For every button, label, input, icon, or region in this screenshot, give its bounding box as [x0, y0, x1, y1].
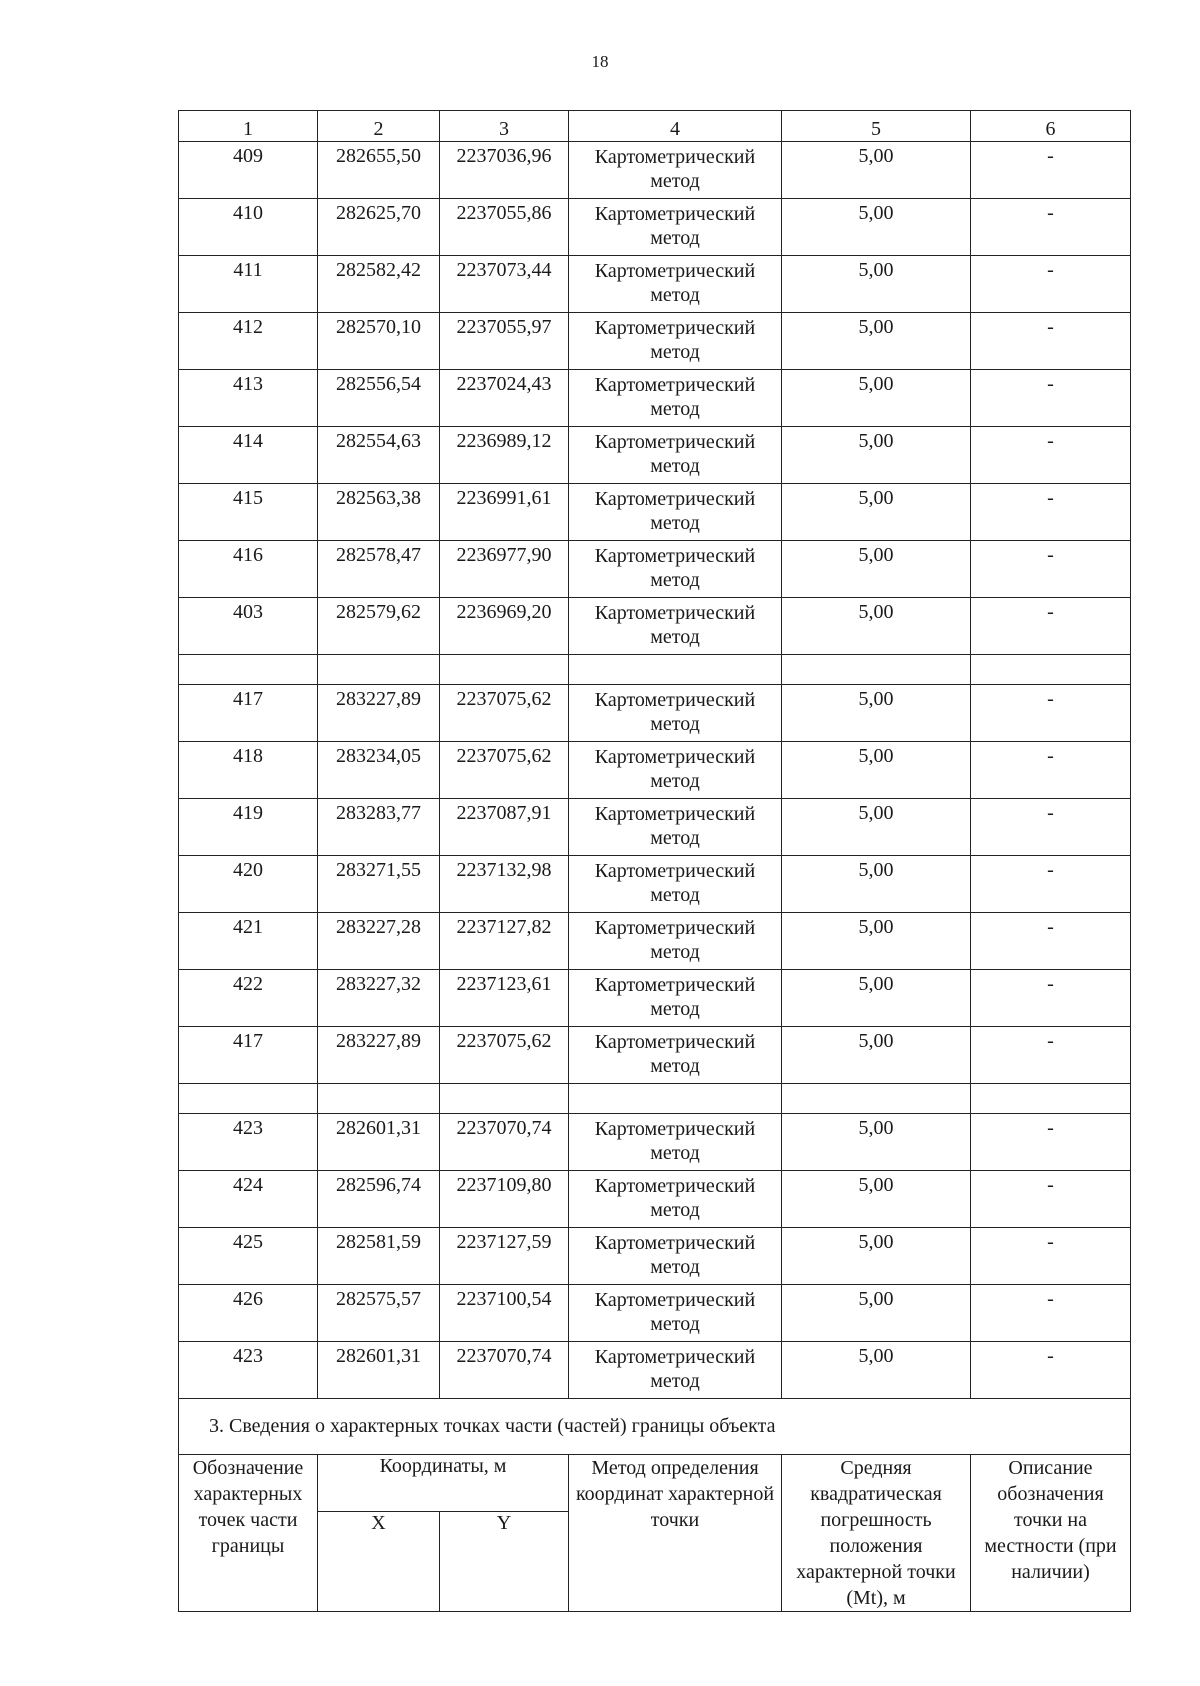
description-cell: -	[971, 598, 1131, 655]
y-coordinate-cell: 2236991,61	[440, 484, 569, 541]
error-cell: 5,00	[782, 199, 971, 256]
point-number-cell: 410	[179, 199, 318, 256]
header-row-top	[179, 1455, 1131, 1512]
table-row	[179, 799, 1131, 856]
point-number-cell: 425	[179, 1228, 318, 1285]
description-cell: -	[971, 1342, 1131, 1399]
y-coordinate-cell: 2237075,62	[440, 685, 569, 742]
y-coordinate-cell: 2237123,61	[440, 970, 569, 1027]
header-y: Y	[440, 1511, 569, 1611]
column-number: 4	[569, 111, 782, 142]
x-coordinate-cell: 282554,63	[318, 427, 440, 484]
column-number: 2	[318, 111, 440, 142]
table-row	[179, 1171, 1131, 1228]
x-coordinate-cell: 283227,32	[318, 970, 440, 1027]
table-row	[179, 199, 1131, 256]
point-number-cell: 424	[179, 1171, 318, 1228]
section-title: 3. Сведения о характерных точках части (частей) границы объекта	[179, 1399, 1131, 1455]
method-cell: Картометрический метод	[569, 1171, 782, 1228]
y-coordinate-cell: 2236977,90	[440, 541, 569, 598]
method-cell: Картометрический метод	[569, 484, 782, 541]
error-cell: 5,00	[782, 856, 971, 913]
y-coordinate-cell: 2237100,54	[440, 1285, 569, 1342]
point-number-cell: 411	[179, 256, 318, 313]
table-row	[179, 742, 1131, 799]
description-cell: -	[971, 484, 1131, 541]
contour-separator-row	[179, 655, 1131, 685]
description-cell: -	[971, 856, 1131, 913]
table-row	[179, 970, 1131, 1027]
y-coordinate-cell: 2237109,80	[440, 1171, 569, 1228]
column-number: 3	[440, 111, 569, 142]
point-number-cell: 416	[179, 541, 318, 598]
y-coordinate-cell: 2237127,59	[440, 1228, 569, 1285]
error-cell: 5,00	[782, 370, 971, 427]
error-cell: 5,00	[782, 742, 971, 799]
x-coordinate-cell: 282556,54	[318, 370, 440, 427]
description-cell: -	[971, 799, 1131, 856]
table-row	[179, 1027, 1131, 1084]
header-coordinates: Координаты, м	[318, 1455, 569, 1512]
x-coordinate-cell: 282575,57	[318, 1285, 440, 1342]
table-row	[179, 1342, 1131, 1399]
description-cell: -	[971, 256, 1131, 313]
y-coordinate-cell: 2237132,98	[440, 856, 569, 913]
x-coordinate-cell: 282581,59	[318, 1228, 440, 1285]
x-coordinate-cell: 282563,38	[318, 484, 440, 541]
method-cell: Картометрический метод	[569, 598, 782, 655]
description-cell: -	[971, 1027, 1131, 1084]
table-row	[179, 370, 1131, 427]
table-row	[179, 1114, 1131, 1171]
x-coordinate-cell: 283227,28	[318, 913, 440, 970]
point-number-cell: 417	[179, 685, 318, 742]
description-cell: -	[971, 1171, 1131, 1228]
y-coordinate-cell: 2236989,12	[440, 427, 569, 484]
empty-cell	[569, 1084, 782, 1114]
x-coordinate-cell: 282655,50	[318, 142, 440, 199]
error-cell: 5,00	[782, 970, 971, 1027]
x-coordinate-cell: 282578,47	[318, 541, 440, 598]
description-cell: -	[971, 541, 1131, 598]
header-description: Описание обозначения точки на местности (при наличии)	[971, 1455, 1131, 1612]
x-coordinate-cell: 283283,77	[318, 799, 440, 856]
contour-separator-row	[179, 1084, 1131, 1114]
method-cell: Картометрический метод	[569, 1027, 782, 1084]
point-number-cell: 413	[179, 370, 318, 427]
description-cell: -	[971, 970, 1131, 1027]
method-cell: Картометрический метод	[569, 799, 782, 856]
y-coordinate-cell: 2237075,62	[440, 1027, 569, 1084]
coordinates-table	[178, 110, 1131, 1612]
table-row	[179, 598, 1131, 655]
error-cell: 5,00	[782, 1114, 971, 1171]
method-cell: Картометрический метод	[569, 256, 782, 313]
method-cell: Картометрический метод	[569, 1285, 782, 1342]
point-number-cell: 414	[179, 427, 318, 484]
y-coordinate-cell: 2237055,97	[440, 313, 569, 370]
empty-cell	[782, 1084, 971, 1114]
error-cell: 5,00	[782, 313, 971, 370]
point-number-cell: 426	[179, 1285, 318, 1342]
method-cell: Картометрический метод	[569, 685, 782, 742]
error-cell: 5,00	[782, 1342, 971, 1399]
error-cell: 5,00	[782, 913, 971, 970]
description-cell: -	[971, 913, 1131, 970]
description-cell: -	[971, 1114, 1131, 1171]
description-cell: -	[971, 1228, 1131, 1285]
y-coordinate-cell: 2237087,91	[440, 799, 569, 856]
table-row	[179, 541, 1131, 598]
error-cell: 5,00	[782, 484, 971, 541]
point-number-cell: 417	[179, 1027, 318, 1084]
y-coordinate-cell: 2237070,74	[440, 1114, 569, 1171]
method-cell: Картометрический метод	[569, 313, 782, 370]
y-coordinate-cell: 2237073,44	[440, 256, 569, 313]
column-number: 6	[971, 111, 1131, 142]
error-cell: 5,00	[782, 1285, 971, 1342]
empty-cell	[318, 655, 440, 685]
method-cell: Картометрический метод	[569, 370, 782, 427]
error-cell: 5,00	[782, 427, 971, 484]
y-coordinate-cell: 2237075,62	[440, 742, 569, 799]
point-number-cell: 419	[179, 799, 318, 856]
point-number-cell: 403	[179, 598, 318, 655]
method-cell: Картометрический метод	[569, 970, 782, 1027]
x-coordinate-cell: 283227,89	[318, 1027, 440, 1084]
method-cell: Картометрический метод	[569, 541, 782, 598]
error-cell: 5,00	[782, 685, 971, 742]
y-coordinate-cell: 2237055,86	[440, 199, 569, 256]
x-coordinate-cell: 282601,31	[318, 1342, 440, 1399]
table-row	[179, 427, 1131, 484]
empty-cell	[569, 655, 782, 685]
point-number-cell: 423	[179, 1114, 318, 1171]
method-cell: Картометрический метод	[569, 199, 782, 256]
empty-cell	[440, 1084, 569, 1114]
method-cell: Картометрический метод	[569, 742, 782, 799]
error-cell: 5,00	[782, 1027, 971, 1084]
method-cell: Картометрический метод	[569, 142, 782, 199]
y-coordinate-cell: 2237070,74	[440, 1342, 569, 1399]
point-number-cell: 422	[179, 970, 318, 1027]
table-row	[179, 142, 1131, 199]
method-cell: Картометрический метод	[569, 1228, 782, 1285]
header-method: Метод определения координат характерной точки	[569, 1455, 782, 1612]
section-title-row	[179, 1399, 1131, 1455]
column-number-row	[179, 111, 1131, 142]
x-coordinate-cell: 283227,89	[318, 685, 440, 742]
x-coordinate-cell: 282601,31	[318, 1114, 440, 1171]
error-cell: 5,00	[782, 1228, 971, 1285]
method-cell: Картометрический метод	[569, 1342, 782, 1399]
x-coordinate-cell: 282625,70	[318, 199, 440, 256]
x-coordinate-cell: 282596,74	[318, 1171, 440, 1228]
x-coordinate-cell: 283271,55	[318, 856, 440, 913]
table-row	[179, 313, 1131, 370]
table-row	[179, 913, 1131, 970]
column-number: 5	[782, 111, 971, 142]
description-cell: -	[971, 685, 1131, 742]
empty-cell	[179, 1084, 318, 1114]
description-cell: -	[971, 313, 1131, 370]
point-number-cell: 415	[179, 484, 318, 541]
error-cell: 5,00	[782, 256, 971, 313]
table-row	[179, 1228, 1131, 1285]
description-cell: -	[971, 142, 1131, 199]
point-number-cell: 420	[179, 856, 318, 913]
description-cell: -	[971, 427, 1131, 484]
header-error: Средняя квадратическая погрешность положения характерной точки (Mt), м	[782, 1455, 971, 1612]
y-coordinate-cell: 2236969,20	[440, 598, 569, 655]
method-cell: Картометрический метод	[569, 913, 782, 970]
x-coordinate-cell: 282579,62	[318, 598, 440, 655]
error-cell: 5,00	[782, 142, 971, 199]
point-number-cell: 409	[179, 142, 318, 199]
method-cell: Картометрический метод	[569, 427, 782, 484]
empty-cell	[971, 1084, 1131, 1114]
page-number: 18	[591, 52, 609, 71]
point-number-cell: 412	[179, 313, 318, 370]
empty-cell	[782, 655, 971, 685]
error-cell: 5,00	[782, 1171, 971, 1228]
table-row	[179, 1285, 1131, 1342]
description-cell: -	[971, 1285, 1131, 1342]
point-number-cell: 418	[179, 742, 318, 799]
table-body	[179, 111, 1131, 1612]
point-number-cell: 423	[179, 1342, 318, 1399]
method-cell: Картометрический метод	[569, 856, 782, 913]
x-coordinate-cell: 282570,10	[318, 313, 440, 370]
table-row	[179, 256, 1131, 313]
header-point-designation: Обозначение характерных точек части границы	[179, 1455, 318, 1612]
header-x: X	[318, 1511, 440, 1611]
table-row	[179, 685, 1131, 742]
table-row	[179, 856, 1131, 913]
y-coordinate-cell: 2237024,43	[440, 370, 569, 427]
error-cell: 5,00	[782, 598, 971, 655]
description-cell: -	[971, 370, 1131, 427]
description-cell: -	[971, 199, 1131, 256]
empty-cell	[179, 655, 318, 685]
error-cell: 5,00	[782, 541, 971, 598]
method-cell: Картометрический метод	[569, 1114, 782, 1171]
point-number-cell: 421	[179, 913, 318, 970]
empty-cell	[318, 1084, 440, 1114]
column-number: 1	[179, 111, 318, 142]
empty-cell	[971, 655, 1131, 685]
x-coordinate-cell: 283234,05	[318, 742, 440, 799]
error-cell: 5,00	[782, 799, 971, 856]
empty-cell	[440, 655, 569, 685]
table-row	[179, 484, 1131, 541]
x-coordinate-cell: 282582,42	[318, 256, 440, 313]
y-coordinate-cell: 2237036,96	[440, 142, 569, 199]
description-cell: -	[971, 742, 1131, 799]
y-coordinate-cell: 2237127,82	[440, 913, 569, 970]
